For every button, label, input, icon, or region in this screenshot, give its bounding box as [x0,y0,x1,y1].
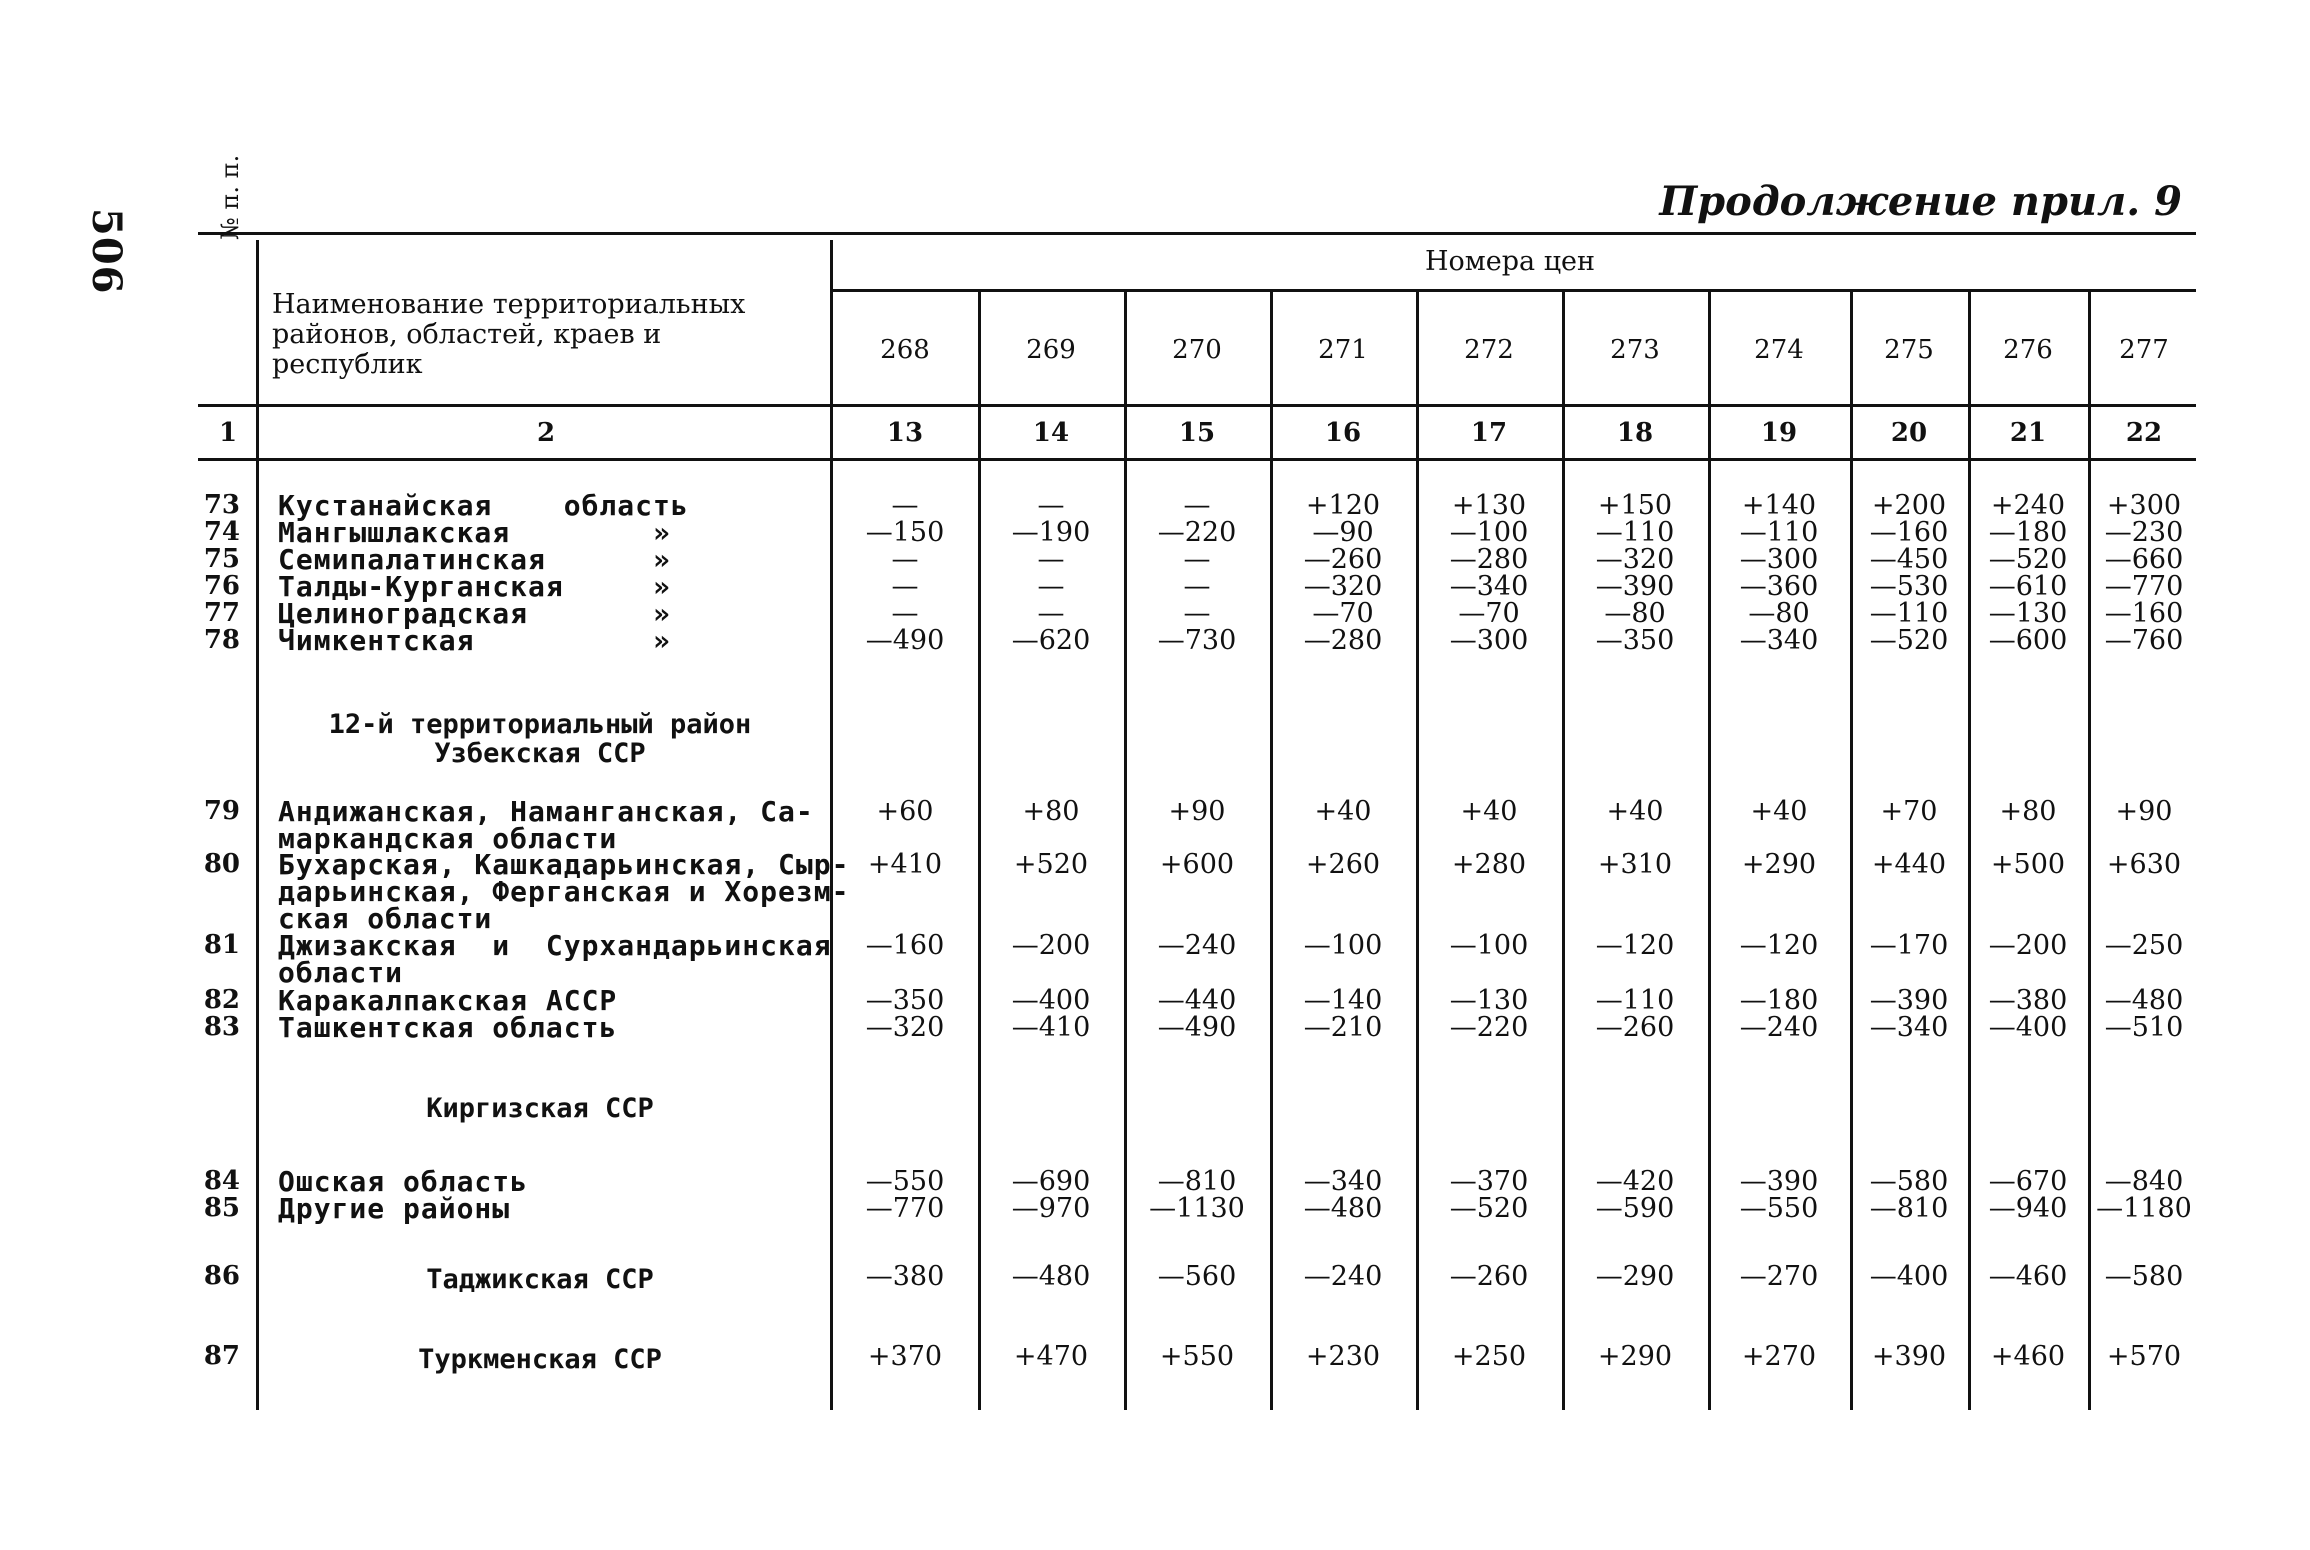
group-rule [832,289,2196,292]
index-bottom-rule [198,458,2196,461]
price-adjustment-value: +470 [1013,1341,1089,1372]
section-title: Киргизская ССР [426,1093,654,1124]
price-adjustment-value: +290 [1597,1341,1673,1372]
price-adjustment-value: —110 [1595,517,1675,548]
region-name: Другие районы [278,1192,511,1225]
price-adjustment-value: —360 [1739,571,1819,602]
row-number: 77 [203,598,240,628]
price-adjustment-value: —1130 [1149,1193,1245,1224]
price-adjustment-value: —150 [865,517,945,548]
region-name: Ошская область [278,1165,529,1198]
region-name: Кустанайская область [278,489,689,522]
price-adjustment-value: —180 [1988,517,2068,548]
price-adjustment-value: — [1037,544,1065,575]
row-number: 84 [203,1166,240,1196]
price-adjustment-value: —600 [1988,625,2068,656]
column-index: 20 [1890,418,1928,448]
price-adjustment-value: —440 [1157,985,1237,1016]
price-adjustment-value: —580 [1869,1166,1949,1197]
price-adjustment-value: —240 [1157,930,1237,961]
price-adjustment-value: —390 [1595,571,1675,602]
row-number: 81 [203,930,240,960]
price-adjustment-value: +250 [1451,1341,1527,1372]
price-adjustment-value: —390 [1739,1166,1819,1197]
region-name: Талды-Курганская » [278,570,671,603]
price-adjustment-value: —560 [1157,1261,1237,1292]
row-number: 73 [203,490,240,520]
price-adjustment-value: —200 [1011,930,1091,961]
price-adjustment-value: —130 [1449,985,1529,1016]
price-adjustment-value: —220 [1157,517,1237,548]
price-adjustment-value: — [1037,598,1065,629]
price-adjustment-value: —240 [1739,1012,1819,1043]
top-rule [198,232,2196,235]
price-adjustment-value: —690 [1011,1166,1091,1197]
price-adjustment-value: — [891,490,919,521]
price-adjustment-value: —320 [865,1012,945,1043]
price-adjustment-value: —840 [2104,1166,2184,1197]
price-code: 270 [1172,335,1222,365]
price-adjustment-value: +200 [1871,490,1947,521]
price-adjustment-value: +40 [1314,796,1372,827]
price-code: 276 [2003,335,2053,365]
price-adjustment-value: —250 [2104,930,2184,961]
price-adjustment-value: +280 [1451,849,1527,880]
column-index: 19 [1760,418,1798,448]
price-adjustment-value: —810 [1157,1166,1237,1197]
price-adjustment-value: —400 [1988,1012,2068,1043]
price-adjustment-value: +460 [1990,1341,2066,1372]
price-adjustment-value: +550 [1159,1341,1235,1372]
price-adjustment-value: —100 [1449,517,1529,548]
column-index: 2 [536,418,556,448]
price-adjustment-value: —480 [2104,985,2184,1016]
price-adjustment-value: —380 [865,1261,945,1292]
price-adjustment-value: — [891,571,919,602]
price-code: 275 [1884,335,1934,365]
price-adjustment-value: +120 [1305,490,1381,521]
price-adjustment-value: +630 [2106,849,2182,880]
row-number: 80 [203,849,240,879]
price-adjustment-value: —70 [1312,598,1374,629]
column-index: 15 [1178,418,1216,448]
price-adjustment-value: +40 [1460,796,1518,827]
column-index: 13 [886,418,924,448]
price-adjustment-value: —530 [1869,571,1949,602]
price-adjustment-value: +410 [867,849,943,880]
price-adjustment-value: —120 [1739,930,1819,961]
price-adjustment-value: — [891,598,919,629]
price-adjustment-value: —770 [2104,571,2184,602]
region-name: Целиноградская » [278,597,671,630]
price-adjustment-value: —550 [1739,1193,1819,1224]
price-adjustment-value: —160 [2104,598,2184,629]
column-index: 17 [1470,418,1508,448]
price-adjustment-value: —130 [1988,598,2068,629]
price-adjustment-value: —200 [1988,930,2068,961]
price-adjustment-value: —490 [865,625,945,656]
price-adjustment-value: —580 [2104,1261,2184,1292]
row-number: 74 [203,517,240,547]
price-code: 271 [1318,335,1368,365]
row-number: 79 [203,796,240,826]
price-adjustment-value: +40 [1750,796,1808,827]
price-adjustment-value: —670 [1988,1166,2068,1197]
price-adjustment-value: +570 [2106,1341,2182,1372]
column-index: 18 [1616,418,1654,448]
price-adjustment-value: — [1037,571,1065,602]
region-name: Мангышлакская » [278,516,671,549]
price-adjustment-value: —460 [1988,1261,2068,1292]
price-adjustment-value: —140 [1303,985,1383,1016]
price-adjustment-value: —400 [1869,1261,1949,1292]
region-name: Ташкентская область [278,1011,618,1044]
price-adjustment-value: —160 [1869,517,1949,548]
price-adjustment-value: —300 [1449,625,1529,656]
price-code: 272 [1464,335,1514,365]
price-adjustment-value: +260 [1305,849,1381,880]
price-adjustment-value: +310 [1597,849,1673,880]
price-adjustment-value: +60 [876,796,934,827]
price-adjustment-value: +70 [1880,796,1938,827]
price-code: 277 [2119,335,2169,365]
price-adjustment-value: —380 [1988,985,2068,1016]
price-adjustment-value: —520 [1869,625,1949,656]
price-adjustment-value: —340 [1869,1012,1949,1043]
price-adjustment-value: +130 [1451,490,1527,521]
row-number: 76 [203,571,240,601]
price-adjustment-value: —240 [1303,1261,1383,1292]
column-divider [256,240,259,1410]
column-index: 22 [2125,418,2163,448]
price-adjustment-value: —270 [1739,1261,1819,1292]
price-adjustment-value: —660 [2104,544,2184,575]
price-adjustment-value: +90 [2115,796,2173,827]
price-adjustment-value: —760 [2104,625,2184,656]
row-number: 85 [203,1193,240,1223]
price-adjustment-value: — [1183,598,1211,629]
price-adjustment-value: +40 [1606,796,1664,827]
price-adjustment-value: —80 [1748,598,1810,629]
price-adjustment-value: —520 [1449,1193,1529,1224]
price-adjustment-value: —70 [1458,598,1520,629]
region-name: Каракалпакская АССР [278,984,618,1017]
price-adjustment-value: —940 [1988,1193,2068,1224]
row-number: 82 [203,985,240,1015]
price-adjustment-value: +240 [1990,490,2066,521]
page-number: 506 [83,208,130,295]
price-adjustment-value: +90 [1168,796,1226,827]
price-adjustment-value: —100 [1303,930,1383,961]
region-name: Джизакская и Сурхандарьинская области [278,929,832,989]
price-adjustment-value: —350 [1595,625,1675,656]
price-adjustment-value: —190 [1011,517,1091,548]
price-adjustment-value: —100 [1449,930,1529,961]
price-adjustment-value: —770 [865,1193,945,1224]
price-adjustment-value: —300 [1739,544,1819,575]
price-adjustment-value: —340 [1449,571,1529,602]
price-adjustment-value: +440 [1871,849,1947,880]
price-adjustment-value: +140 [1741,490,1817,521]
price-adjustment-value: —390 [1869,985,1949,1016]
price-adjustment-value: —480 [1303,1193,1383,1224]
price-adjustment-value: —320 [1303,571,1383,602]
price-code: 273 [1610,335,1660,365]
price-adjustment-value: —120 [1595,930,1675,961]
price-adjustment-value: —730 [1157,625,1237,656]
price-adjustment-value: —260 [1595,1012,1675,1043]
column-index: 21 [2009,418,2047,448]
price-adjustment-value: —340 [1739,625,1819,656]
column-index: 14 [1032,418,1070,448]
price-adjustment-value: +270 [1741,1341,1817,1372]
price-adjustment-value: +390 [1871,1341,1947,1372]
republic-title: Таджикская ССР [426,1264,654,1295]
price-adjustment-value: —170 [1869,930,1949,961]
price-adjustment-value: —220 [1449,1012,1529,1043]
price-adjustment-value: —970 [1011,1193,1091,1224]
row-number: 78 [203,625,240,655]
price-adjustment-value: +300 [2106,490,2182,521]
price-adjustment-value: +150 [1597,490,1673,521]
price-adjustment-value: —280 [1449,544,1529,575]
price-adjustment-value: —160 [865,930,945,961]
price-adjustment-value: —550 [865,1166,945,1197]
name-column-header: Наименование территориальных районов, областей, краев и республик [272,289,746,380]
price-adjustment-value: —370 [1449,1166,1529,1197]
price-adjustment-value: —450 [1869,544,1949,575]
price-code: 269 [1026,335,1076,365]
price-adjustment-value: +370 [867,1341,943,1372]
price-code: 274 [1754,335,1804,365]
price-adjustment-value: —80 [1604,598,1666,629]
region-name: Чимкентская » [278,624,671,657]
row-number: 87 [203,1341,240,1371]
price-adjustment-value: —1180 [2096,1193,2192,1224]
price-adjustment-value: —260 [1303,544,1383,575]
price-adjustment-value: —590 [1595,1193,1675,1224]
price-adjustment-value: +520 [1013,849,1089,880]
price-numbers-header: Номера цен [1424,246,1596,277]
price-adjustment-value: —350 [865,985,945,1016]
price-adjustment-value: —90 [1312,517,1374,548]
price-adjustment-value: —110 [1869,598,1949,629]
price-adjustment-value: +230 [1305,1341,1381,1372]
price-adjustment-value: —620 [1011,625,1091,656]
republic-title: Туркменская ССР [418,1344,662,1375]
price-code: 268 [880,335,930,365]
price-adjustment-value: —230 [2104,517,2184,548]
section-title: 12-й территориальный район Узбекская ССР [328,709,752,769]
region-name: Бухарская, Кашкадарьинская, Сыр- дарьинская, Ферганская и Хорезм- ская области [278,848,850,935]
region-name: Андижанская, Наманганская, Са- маркандская области [278,795,814,855]
continuation-title: Продолжение прил. 9 [1659,178,2182,225]
price-adjustment-value: —520 [1988,544,2068,575]
header-bottom-rule [198,404,2196,407]
price-adjustment-value: —340 [1303,1166,1383,1197]
price-adjustment-value: —110 [1739,517,1819,548]
price-adjustment-value: —400 [1011,985,1091,1016]
price-adjustment-value: +290 [1741,849,1817,880]
price-adjustment-value: —260 [1449,1261,1529,1292]
price-adjustment-value: —490 [1157,1012,1237,1043]
price-adjustment-value: —180 [1739,985,1819,1016]
price-adjustment-value: +80 [1999,796,2057,827]
number-column-header: № п. п. [216,154,244,240]
region-name: Семипалатинская » [278,543,671,576]
price-adjustment-value: — [1183,544,1211,575]
price-adjustment-value: —290 [1595,1261,1675,1292]
price-adjustment-value: +500 [1990,849,2066,880]
price-adjustment-value: —280 [1303,625,1383,656]
price-adjustment-value: —510 [2104,1012,2184,1043]
column-index: 1 [218,418,238,448]
price-adjustment-value: —320 [1595,544,1675,575]
price-adjustment-value: —210 [1303,1012,1383,1043]
price-adjustment-value: —410 [1011,1012,1091,1043]
price-adjustment-value: — [1183,571,1211,602]
column-index: 16 [1324,418,1362,448]
price-adjustment-value: — [1037,490,1065,521]
price-adjustment-value: +600 [1159,849,1235,880]
price-adjustment-value: — [1183,490,1211,521]
price-adjustment-value: —110 [1595,985,1675,1016]
row-number: 86 [203,1261,240,1291]
price-adjustment-value: +80 [1022,796,1080,827]
row-number: 75 [203,544,240,574]
price-adjustment-value: —420 [1595,1166,1675,1197]
price-adjustment-value: —810 [1869,1193,1949,1224]
row-number: 83 [203,1012,240,1042]
price-adjustment-value: — [891,544,919,575]
price-adjustment-value: —610 [1988,571,2068,602]
price-adjustment-value: —480 [1011,1261,1091,1292]
